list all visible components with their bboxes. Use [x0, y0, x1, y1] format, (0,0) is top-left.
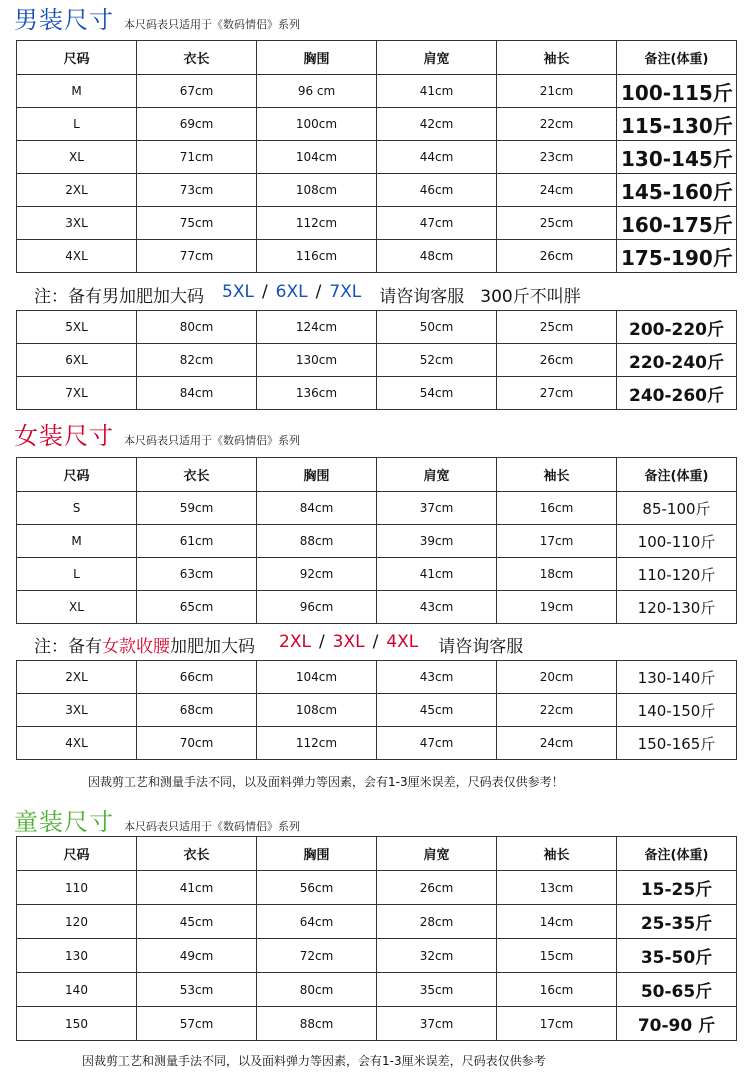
- women-notice-middle: 加肥加大码: [170, 637, 255, 657]
- cell-size: 2XL: [17, 661, 137, 694]
- cell-size: M: [17, 75, 137, 108]
- cell-sleeve: 15cm: [497, 939, 617, 973]
- cell-shoulder: 46cm: [377, 174, 497, 207]
- cell-size: 7XL: [17, 377, 137, 410]
- table-row: [17, 694, 737, 727]
- men-notice-suffix: 请咨询客服: [379, 287, 465, 307]
- men-section-title: [14, 6, 300, 34]
- header-sleeve: 袖长: [497, 837, 617, 871]
- cell-chest: 112cm: [257, 207, 377, 240]
- header-length: 衣长: [137, 41, 257, 75]
- men-plus-notice: [34, 282, 581, 307]
- cell-size: L: [17, 108, 137, 141]
- header-weight: 备注(体重): [617, 41, 737, 75]
- cell-shoulder: 54cm: [377, 377, 497, 410]
- cell-weight: 25-35斤: [617, 905, 737, 939]
- cell-shoulder: 43cm: [377, 591, 497, 624]
- women-plus-size-table: [16, 660, 737, 760]
- cell-chest: 100cm: [257, 108, 377, 141]
- cell-shoulder: 26cm: [377, 871, 497, 905]
- cell-weight: 160-175斤: [617, 207, 737, 240]
- women-disclaimer: 因裁剪工艺和测量手法不同，以及面料弹力等因素，会有1-3厘米误差，尺码表仅供参考！: [88, 775, 564, 789]
- cell-length: 82cm: [137, 344, 257, 377]
- table-row: [17, 973, 737, 1007]
- cell-size: 5XL: [17, 311, 137, 344]
- cell-length: 71cm: [137, 141, 257, 174]
- cell-size: XL: [17, 141, 137, 174]
- cell-length: 68cm: [137, 694, 257, 727]
- table-row: [17, 727, 737, 760]
- cell-weight: 100-115斤: [617, 75, 737, 108]
- cell-chest: 88cm: [257, 525, 377, 558]
- cell-weight: 220-240斤: [617, 344, 737, 377]
- women-notice-sep: /: [372, 632, 379, 652]
- cell-length: 63cm: [137, 558, 257, 591]
- cell-chest: 108cm: [257, 694, 377, 727]
- men-notice-size-6xl: 6XL: [275, 282, 308, 302]
- cell-shoulder: 39cm: [377, 525, 497, 558]
- women-plus-notice: [34, 632, 523, 657]
- cell-weight: 15-25斤: [617, 871, 737, 905]
- cell-sleeve: 16cm: [497, 973, 617, 1007]
- cell-sleeve: 18cm: [497, 558, 617, 591]
- cell-weight: 130-145斤: [617, 141, 737, 174]
- cell-sleeve: 19cm: [497, 591, 617, 624]
- women-title: 女装尺寸: [14, 422, 114, 450]
- cell-size: 4XL: [17, 727, 137, 760]
- men-notice-size-5xl: 5XL: [222, 282, 254, 302]
- cell-chest: 84cm: [257, 492, 377, 525]
- cell-chest: 56cm: [257, 871, 377, 905]
- men-title: 男装尺寸: [14, 6, 114, 34]
- table-row: [17, 75, 737, 108]
- cell-shoulder: 47cm: [377, 727, 497, 760]
- kids-subtitle: 本尺码表只适用于《数码情侣》系列: [124, 820, 300, 833]
- cell-size: 130: [17, 939, 137, 973]
- cell-size: 4XL: [17, 240, 137, 273]
- cell-sleeve: 16cm: [497, 492, 617, 525]
- cell-chest: 112cm: [257, 727, 377, 760]
- cell-length: 73cm: [137, 174, 257, 207]
- cell-sleeve: 26cm: [497, 344, 617, 377]
- header-shoulder: 肩宽: [377, 41, 497, 75]
- cell-weight: 35-50斤: [617, 939, 737, 973]
- cell-chest: 104cm: [257, 141, 377, 174]
- cell-shoulder: 50cm: [377, 311, 497, 344]
- header-sleeve: 袖长: [497, 458, 617, 492]
- header-weight: 备注(体重): [617, 458, 737, 492]
- women-size-table: [16, 457, 737, 624]
- cell-size: 120: [17, 905, 137, 939]
- cell-chest: 64cm: [257, 905, 377, 939]
- cell-chest: 88cm: [257, 1007, 377, 1041]
- cell-length: 57cm: [137, 1007, 257, 1041]
- cell-chest: 92cm: [257, 558, 377, 591]
- cell-weight: 50-65斤: [617, 973, 737, 1007]
- header-sleeve: 袖长: [497, 41, 617, 75]
- cell-weight: 70-90 斤: [617, 1007, 737, 1041]
- cell-shoulder: 37cm: [377, 1007, 497, 1041]
- cell-size: M: [17, 525, 137, 558]
- cell-shoulder: 47cm: [377, 207, 497, 240]
- kids-section-title: [14, 808, 300, 836]
- table-header-row: [17, 837, 737, 871]
- header-length: 衣长: [137, 837, 257, 871]
- cell-shoulder: 41cm: [377, 75, 497, 108]
- header-size: 尺码: [17, 41, 137, 75]
- header-length: 衣长: [137, 458, 257, 492]
- table-header-row: [17, 458, 737, 492]
- cell-sleeve: 27cm: [497, 377, 617, 410]
- men-notice-sep: /: [261, 282, 268, 302]
- men-plus-size-table: [16, 310, 737, 410]
- men-notice-extra: 300斤不叫胖: [480, 287, 581, 307]
- cell-size: S: [17, 492, 137, 525]
- header-chest: 胸围: [257, 458, 377, 492]
- cell-length: 41cm: [137, 871, 257, 905]
- cell-weight: 150-165斤: [617, 727, 737, 760]
- cell-size: 140: [17, 973, 137, 1007]
- cell-shoulder: 48cm: [377, 240, 497, 273]
- cell-weight: 145-160斤: [617, 174, 737, 207]
- table-row: [17, 591, 737, 624]
- cell-shoulder: 45cm: [377, 694, 497, 727]
- cell-weight: 140-150斤: [617, 694, 737, 727]
- cell-shoulder: 42cm: [377, 108, 497, 141]
- cell-chest: 96cm: [257, 591, 377, 624]
- cell-size: 6XL: [17, 344, 137, 377]
- table-row: [17, 174, 737, 207]
- cell-sleeve: 20cm: [497, 661, 617, 694]
- cell-shoulder: 37cm: [377, 492, 497, 525]
- men-subtitle: 本尺码表只适用于《数码情侣》系列: [124, 18, 300, 31]
- cell-length: 67cm: [137, 75, 257, 108]
- kids-disclaimer: 因裁剪工艺和测量手法不同，以及面料弹力等因素，会有1-3厘米误差，尺码表仅供参考: [82, 1054, 546, 1068]
- table-row: [17, 207, 737, 240]
- table-row: [17, 905, 737, 939]
- cell-chest: 116cm: [257, 240, 377, 273]
- cell-chest: 96 cm: [257, 75, 377, 108]
- cell-chest: 124cm: [257, 311, 377, 344]
- cell-chest: 104cm: [257, 661, 377, 694]
- cell-sleeve: 26cm: [497, 240, 617, 273]
- table-row: [17, 1007, 737, 1041]
- cell-sleeve: 25cm: [497, 311, 617, 344]
- table-row: [17, 492, 737, 525]
- women-notice-suffix: 请咨询客服: [438, 637, 524, 657]
- cell-length: 53cm: [137, 973, 257, 1007]
- cell-shoulder: 52cm: [377, 344, 497, 377]
- cell-size: XL: [17, 591, 137, 624]
- table-row: [17, 311, 737, 344]
- cell-size: 110: [17, 871, 137, 905]
- cell-shoulder: 32cm: [377, 939, 497, 973]
- cell-weight: 175-190斤: [617, 240, 737, 273]
- cell-sleeve: 23cm: [497, 141, 617, 174]
- cell-shoulder: 28cm: [377, 905, 497, 939]
- cell-length: 80cm: [137, 311, 257, 344]
- cell-sleeve: 24cm: [497, 727, 617, 760]
- table-row: [17, 240, 737, 273]
- cell-length: 75cm: [137, 207, 257, 240]
- women-section-title: [14, 422, 300, 450]
- header-chest: 胸围: [257, 837, 377, 871]
- cell-length: 77cm: [137, 240, 257, 273]
- cell-length: 66cm: [137, 661, 257, 694]
- table-row: [17, 108, 737, 141]
- header-weight: 备注(体重): [617, 837, 737, 871]
- men-notice-size-7xl: 7XL: [329, 282, 362, 302]
- cell-chest: 136cm: [257, 377, 377, 410]
- cell-chest: 72cm: [257, 939, 377, 973]
- header-chest: 胸围: [257, 41, 377, 75]
- table-row: [17, 141, 737, 174]
- cell-shoulder: 43cm: [377, 661, 497, 694]
- table-header-row: [17, 41, 737, 75]
- cell-length: 84cm: [137, 377, 257, 410]
- cell-sleeve: 17cm: [497, 1007, 617, 1041]
- cell-length: 69cm: [137, 108, 257, 141]
- men-notice-sep: /: [315, 282, 322, 302]
- women-notice-prefix: 注：备有: [34, 637, 102, 657]
- women-notice-size-2xl: 2XL: [279, 632, 311, 652]
- cell-size: 3XL: [17, 207, 137, 240]
- cell-size: 150: [17, 1007, 137, 1041]
- cell-length: 45cm: [137, 905, 257, 939]
- cell-length: 59cm: [137, 492, 257, 525]
- cell-sleeve: 24cm: [497, 174, 617, 207]
- cell-sleeve: 22cm: [497, 108, 617, 141]
- cell-weight: 120-130斤: [617, 591, 737, 624]
- table-row: [17, 525, 737, 558]
- header-size: 尺码: [17, 458, 137, 492]
- men-notice-prefix: 注：备有男加肥加大码: [34, 287, 204, 307]
- cell-chest: 130cm: [257, 344, 377, 377]
- cell-weight: 130-140斤: [617, 661, 737, 694]
- cell-chest: 80cm: [257, 973, 377, 1007]
- cell-sleeve: 14cm: [497, 905, 617, 939]
- table-row: [17, 344, 737, 377]
- cell-length: 61cm: [137, 525, 257, 558]
- cell-weight: 85-100斤: [617, 492, 737, 525]
- table-row: [17, 661, 737, 694]
- kids-title: 童装尺寸: [14, 808, 114, 836]
- cell-shoulder: 41cm: [377, 558, 497, 591]
- table-row: [17, 558, 737, 591]
- cell-size: 3XL: [17, 694, 137, 727]
- cell-size: 2XL: [17, 174, 137, 207]
- cell-weight: 240-260斤: [617, 377, 737, 410]
- women-notice-highlight: 女款收腰: [102, 637, 170, 657]
- header-size: 尺码: [17, 837, 137, 871]
- kids-size-table: [16, 836, 737, 1041]
- cell-sleeve: 17cm: [497, 525, 617, 558]
- women-notice-size-4xl: 4XL: [386, 632, 419, 652]
- table-row: [17, 377, 737, 410]
- women-notice-sep: /: [318, 632, 325, 652]
- cell-size: L: [17, 558, 137, 591]
- cell-weight: 115-130斤: [617, 108, 737, 141]
- header-shoulder: 肩宽: [377, 837, 497, 871]
- cell-length: 49cm: [137, 939, 257, 973]
- women-subtitle: 本尺码表只适用于《数码情侣》系列: [124, 434, 300, 447]
- cell-length: 70cm: [137, 727, 257, 760]
- cell-weight: 100-110斤: [617, 525, 737, 558]
- cell-sleeve: 21cm: [497, 75, 617, 108]
- cell-chest: 108cm: [257, 174, 377, 207]
- cell-sleeve: 13cm: [497, 871, 617, 905]
- cell-sleeve: 22cm: [497, 694, 617, 727]
- cell-weight: 200-220斤: [617, 311, 737, 344]
- men-size-table: [16, 40, 737, 273]
- cell-shoulder: 35cm: [377, 973, 497, 1007]
- cell-shoulder: 44cm: [377, 141, 497, 174]
- cell-length: 65cm: [137, 591, 257, 624]
- cell-weight: 110-120斤: [617, 558, 737, 591]
- cell-sleeve: 25cm: [497, 207, 617, 240]
- table-row: [17, 939, 737, 973]
- table-row: [17, 871, 737, 905]
- women-notice-size-3xl: 3XL: [332, 632, 365, 652]
- header-shoulder: 肩宽: [377, 458, 497, 492]
